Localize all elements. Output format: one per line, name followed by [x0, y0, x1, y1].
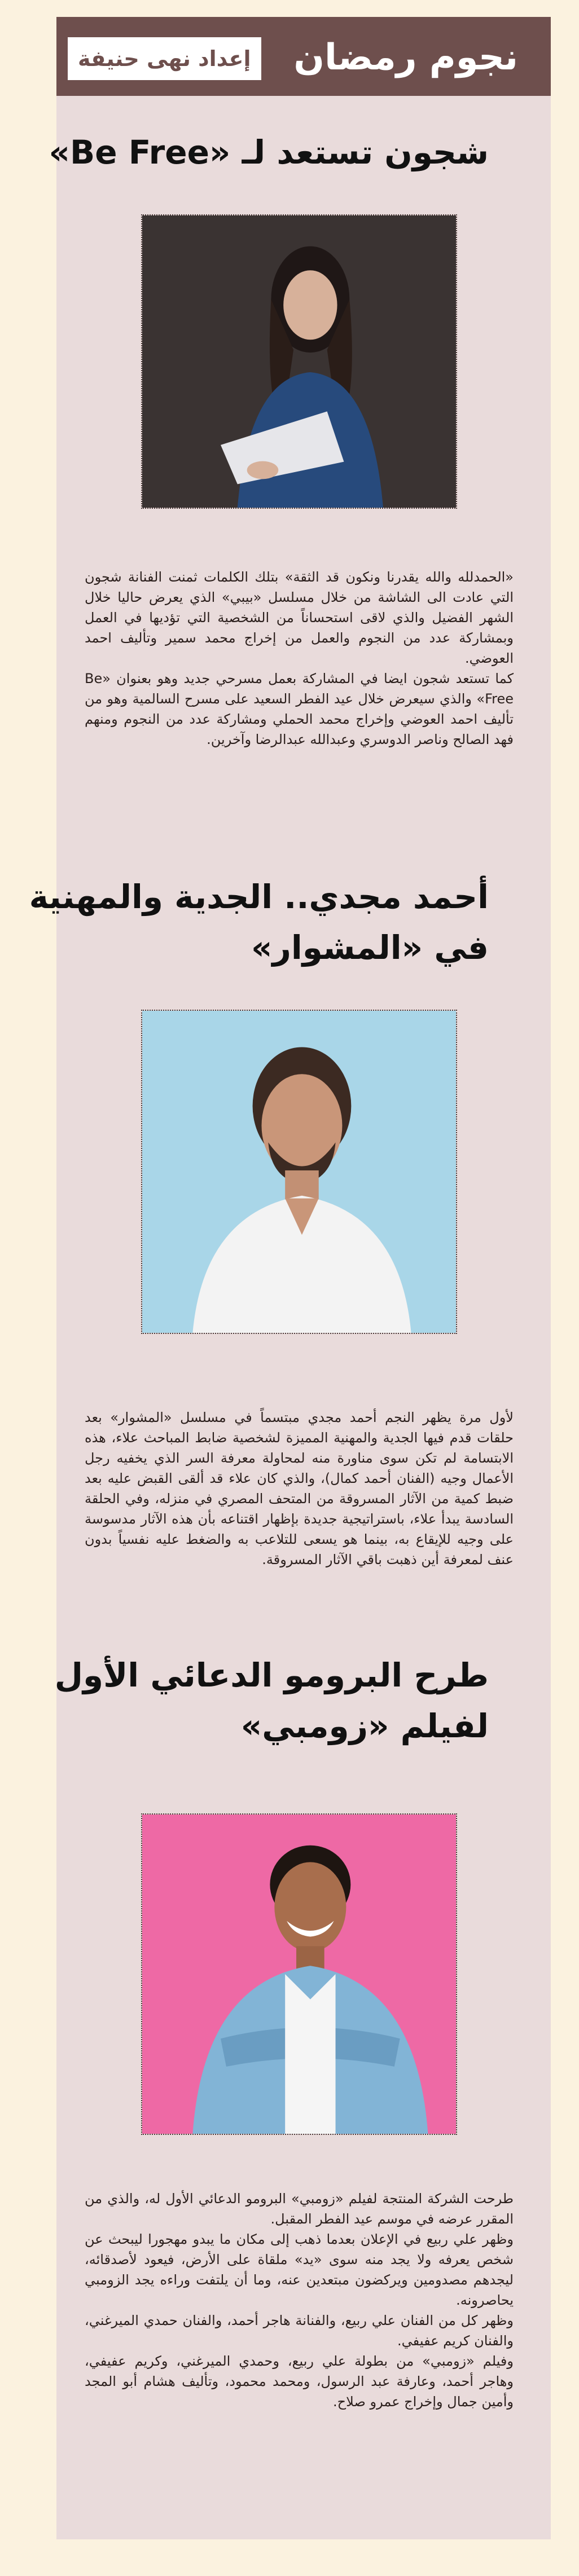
article-1-paragraph-1: «الحمدلله والله يقدرنا ونكون قد الثقة» بتلك الكلمات ثمنت الفنانة شجون التي عادت الى الشاشة من خلال مسلسل «بيبي» الذي يعرض حاليا خلال الشهر الفضيل والذي لاقى استحساناً من الشخصية التي تؤديها في العمل وبمشاركة عدد من النجوم والعمل من إخراج محمد سمير وتأليف احمد العوضي. [85, 569, 514, 666]
article-2-photo [141, 1010, 457, 1334]
article-2-paragraph-1: لأول مرة يظهر النجم أحمد مجدي مبتسماً في مسلسل «المشوار» بعد حلقات قدم فيها الجدية والمهنية المميزة لشخصية ضابط المباحث علاء، هذه الابتسامة لم تكن سوى مناورة منه لمحاولة معرفة السر الذي يخفيه رجل الأعمال وجيه (الفنان أحمد كمال)، والذي كان علاء قد ألقى القبض عليه بعد ضبط كمية من الآثار المسروقة من المتحف المصري في منزله، وفي الحلقة السادسة يبدأ علاء، باستراتيجية جديدة بإظهار اقتناعه بأن هذه الآثار مدسوسة على وجيه للإيقاع به، بينما هو يسعى للتلاعب به والضغط عليه نفسياً بدون عنف لمعرفة أين ذهبت باقي الآثار المسروقة. [85, 1410, 514, 1567]
section-title: نجوم رمضان [293, 37, 518, 78]
article-1-paragraph-2: كما تستعد شجون ايضا في المشاركة بعمل مسرحي جديد وهو بعنوان «Be Free» والذي سيعرض خلال عيد الفطر السعيد على مسرح السالمية وهو من تأليف احمد العوضي وإخراج محمد الحملي ومشاركة عدد من النجوم ومنهم فهد الصالح وناصر الدوسري وعبدالله عبدالرضا وآخرين. [85, 671, 514, 747]
article-3-headline [55, 1650, 489, 1751]
article-2-body [85, 1407, 514, 1570]
article-2-headline-line-1: أحمد مجدي.. الجدية والمهنية [29, 878, 489, 916]
article-3-paragraph-4: وفيلم «زومبي» من بطولة علي ربيع، وحمدي الميرغني، وكريم عفيفي، وهاجر أحمد، وعارفة عبد الرسول، ومحمد محمود، وتأليف هشام أبو المجد وأمين جمال وإخراج عمرو صلاح. [85, 2353, 514, 2410]
article-1-photo-illustration [142, 215, 456, 508]
article-1-headline [49, 127, 489, 178]
article-1-headline-line-1: شجون تستعد لـ «Be Free» [49, 133, 489, 171]
article-3-paragraph-2: وظهر علي ربيع في الإعلان بعدما ذهب إلى مكان ما يبدو مهجورا ليبحث عن شخص يعرفه ولا يجد منه سوى «يد» ملقاة على الأرض، فيعود لأصدقائه، ليجدهم مصدومين ويركضون مبتعدين عنه، وما أن يلتفت وراءه يجد الزومبي يحاصرونه. [85, 2231, 514, 2308]
article-3-headline-line-2: لفيلم «زومبي» [240, 1707, 489, 1745]
article-2-headline-line-2: في «المشوار» [251, 928, 489, 967]
article-2-headline [29, 871, 489, 973]
article-3-photo-illustration [142, 1815, 456, 2134]
article-3-photo [141, 1813, 457, 2135]
article-3-body [85, 2189, 514, 2412]
article-1-body [85, 567, 514, 750]
article-1-photo [141, 214, 457, 509]
article-2-photo-illustration [142, 1011, 456, 1333]
author-credit: إعداد نهى حنيفة [68, 37, 261, 80]
section-header [56, 17, 551, 96]
article-3-paragraph-1: طرحت الشركة المنتجة لفيلم «زومبي» البرومو الدعائي الأول له، والذي من المقرر عرضه في موسم عيد الفطر المقبل. [85, 2191, 514, 2227]
article-3-paragraph-3: وظهر كل من الفنان علي ربيع، والفنانة هاجر أحمد، والفنان حمدي الميرغني، والفنان كريم عفيفي. [85, 2313, 514, 2349]
article-3-headline-line-1: طرح البرومو الدعائي الأول [54, 1656, 489, 1694]
